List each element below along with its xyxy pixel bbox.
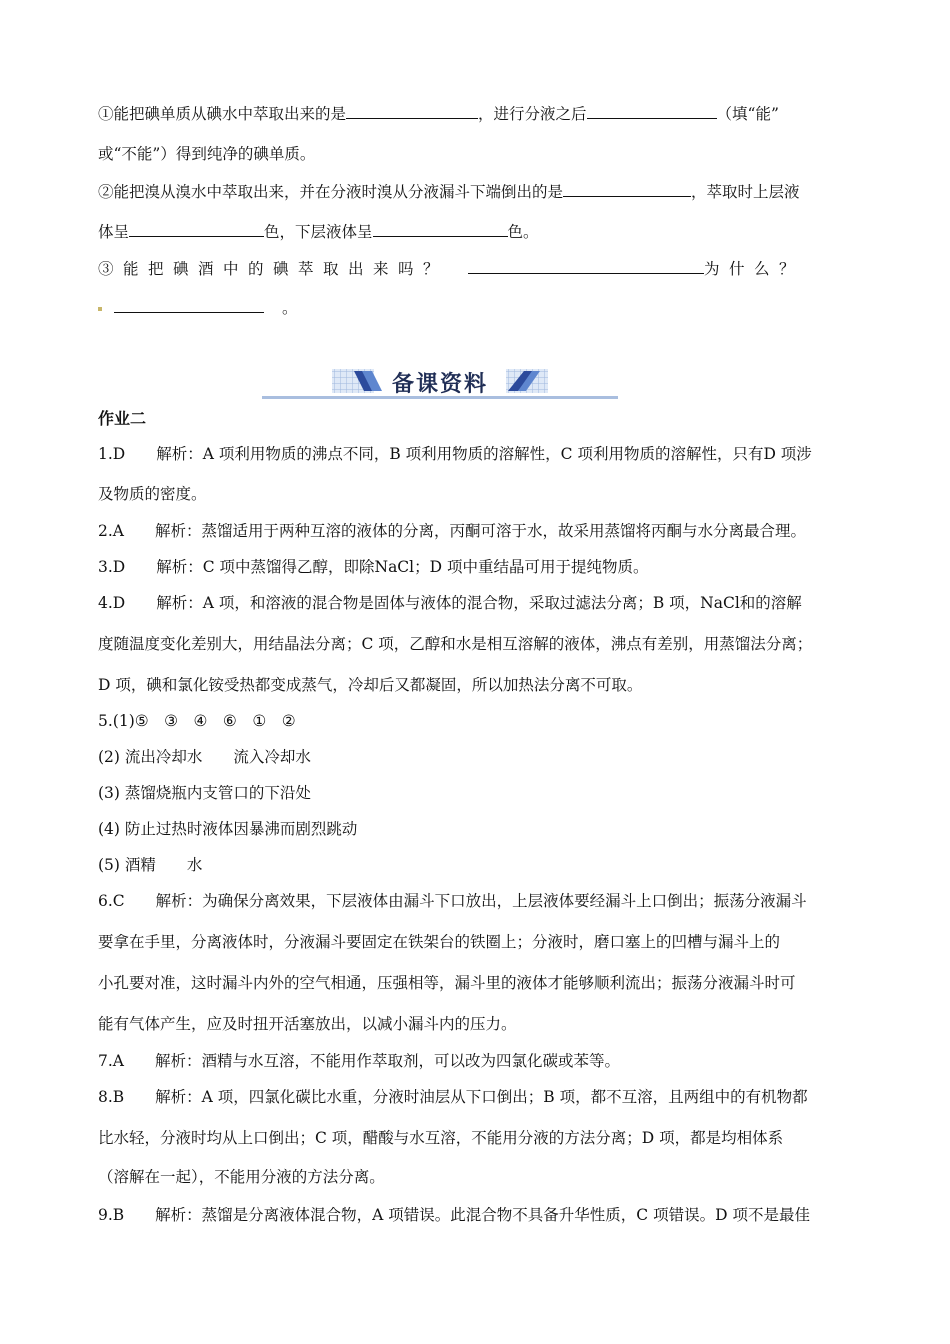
question-3-line-1 (98, 257, 804, 280)
question-1-line-2: 或“不能”）得到纯净的碘单质。 (98, 145, 316, 163)
answer-line: D 项，碘和氯化铵受热都变成蒸气，冷却后又都凝固，所以加热法分离不可取。 (98, 676, 643, 694)
question-1-line-1 (98, 102, 779, 125)
answer-line: 2.A 解析：蒸馏适用于两种互溶的液体的分离，丙酮可溶于水，故采用蒸馏将丙酮与水分离最合理。 (98, 522, 806, 540)
answer-line: 3.D 解析：C 项中蒸馏得乙醇，即除NaCl；D 项中重结晶可用于提纯物质。 (98, 558, 649, 576)
q3-text-c: 。 (282, 299, 298, 317)
answer-blank[interactable] (373, 220, 508, 237)
decorative-dot (98, 307, 102, 311)
question-3-line-2 (98, 296, 298, 319)
answer-line: 要拿在手里，分离液体时，分液漏斗要固定在铁架台的铁圈上；分液时，磨口塞上的凹槽与漏斗上的 (98, 933, 781, 951)
q3-text-b: 为什么？ (704, 260, 805, 278)
q2-text-b: ，萃取时上层液 (691, 183, 800, 201)
answer-blank[interactable] (346, 102, 478, 119)
answer-line: 小孔要对准，这时漏斗内外的空气相通，压强相等，漏斗里的液体才能够顺利流出；振荡分液漏斗时可 (98, 974, 796, 992)
answer-blank[interactable] (129, 220, 264, 237)
answer-line: (5) 酒精 水 (98, 856, 203, 874)
answer-line: (2) 流出冷却水 流入冷却水 (98, 748, 311, 766)
section-banner (262, 365, 618, 401)
answer-line: 9.B 解析：蒸馏是分离液体混合物，A 项错误。此混合物不具备升华性质，C 项错误。D 项不是最佳 (98, 1206, 810, 1224)
q1-text-c: （填“能” (716, 105, 779, 123)
banner-title: 备课资料 (391, 372, 488, 397)
answer-line: 8.B 解析：A 项，四氯化碳比水重，分液时油层从下口倒出；B 项，都不互溶，且两组中的有机物都 (98, 1088, 808, 1106)
q2-text-c: 体呈 (98, 223, 130, 241)
answer-line: 5.(1)⑤ ③ ④ ⑥ ① ② (98, 712, 296, 730)
section-title: 作业二 (98, 409, 147, 428)
answer-line: 1.D 解析：A 项利用物质的沸点不同，B 项利用物质的溶解性，C 项利用物质的溶解性，只有D 项涉 (98, 445, 812, 463)
question-2-line-1 (98, 180, 800, 203)
answer-line: 6.C 解析：为确保分离效果，下层液体由漏斗下口放出，上层液体要经漏斗上口倒出；振荡分液漏斗 (98, 892, 807, 910)
q2-text-a: ②能把溴从溴水中萃取出来，并在分液时溴从分液漏斗下端倒出的是 (98, 183, 564, 201)
q2-text-d: 色，下层液体呈 (264, 223, 373, 241)
question-2-line-2 (98, 220, 539, 243)
answer-blank[interactable] (468, 257, 704, 274)
q1-text-a: ①能把碘单质从碘水中萃取出来的是 (98, 105, 347, 123)
answer-blank[interactable] (587, 102, 717, 119)
answer-line: 比水轻，分液时均从上口倒出；C 项，醋酸与水互溶，不能用分液的方法分离；D 项，都是均相体系 (98, 1129, 784, 1147)
answer-line: 度随温度变化差别大，用结晶法分离；C 项，乙醇和水是相互溶解的液体，沸点有差别，用蒸馏法分离； (98, 635, 813, 653)
answer-blank[interactable] (114, 296, 264, 313)
answer-line: (4) 防止过热时液体因暴沸而剧烈跳动 (98, 820, 358, 838)
answer-blank[interactable] (563, 180, 691, 197)
answer-line: 7.A 解析：酒精与水互溶，不能用作萃取剂，可以改为四氯化碳或苯等。 (98, 1052, 620, 1070)
q3-text-a: ③能把碘酒中的碘萃取出来吗？ (98, 260, 449, 278)
q1-text-b: ，进行分液之后 (478, 105, 587, 123)
answer-line: 4.D 解析：A 项，和溶液的混合物是固体与液体的混合物，采取过滤法分离；B 项，NaCl和的溶解 (98, 594, 802, 612)
answer-line: 能有气体产生，应及时扭开活塞放出，以减小漏斗内的压力。 (98, 1015, 517, 1033)
q2-text-e: 色。 (507, 223, 539, 241)
answer-line: 及物质的密度。 (98, 485, 207, 503)
answer-line: (3) 蒸馏烧瓶内支管口的下沿处 (98, 784, 311, 802)
answer-line: （溶解在一起），不能用分液的方法分离。 (98, 1168, 385, 1186)
